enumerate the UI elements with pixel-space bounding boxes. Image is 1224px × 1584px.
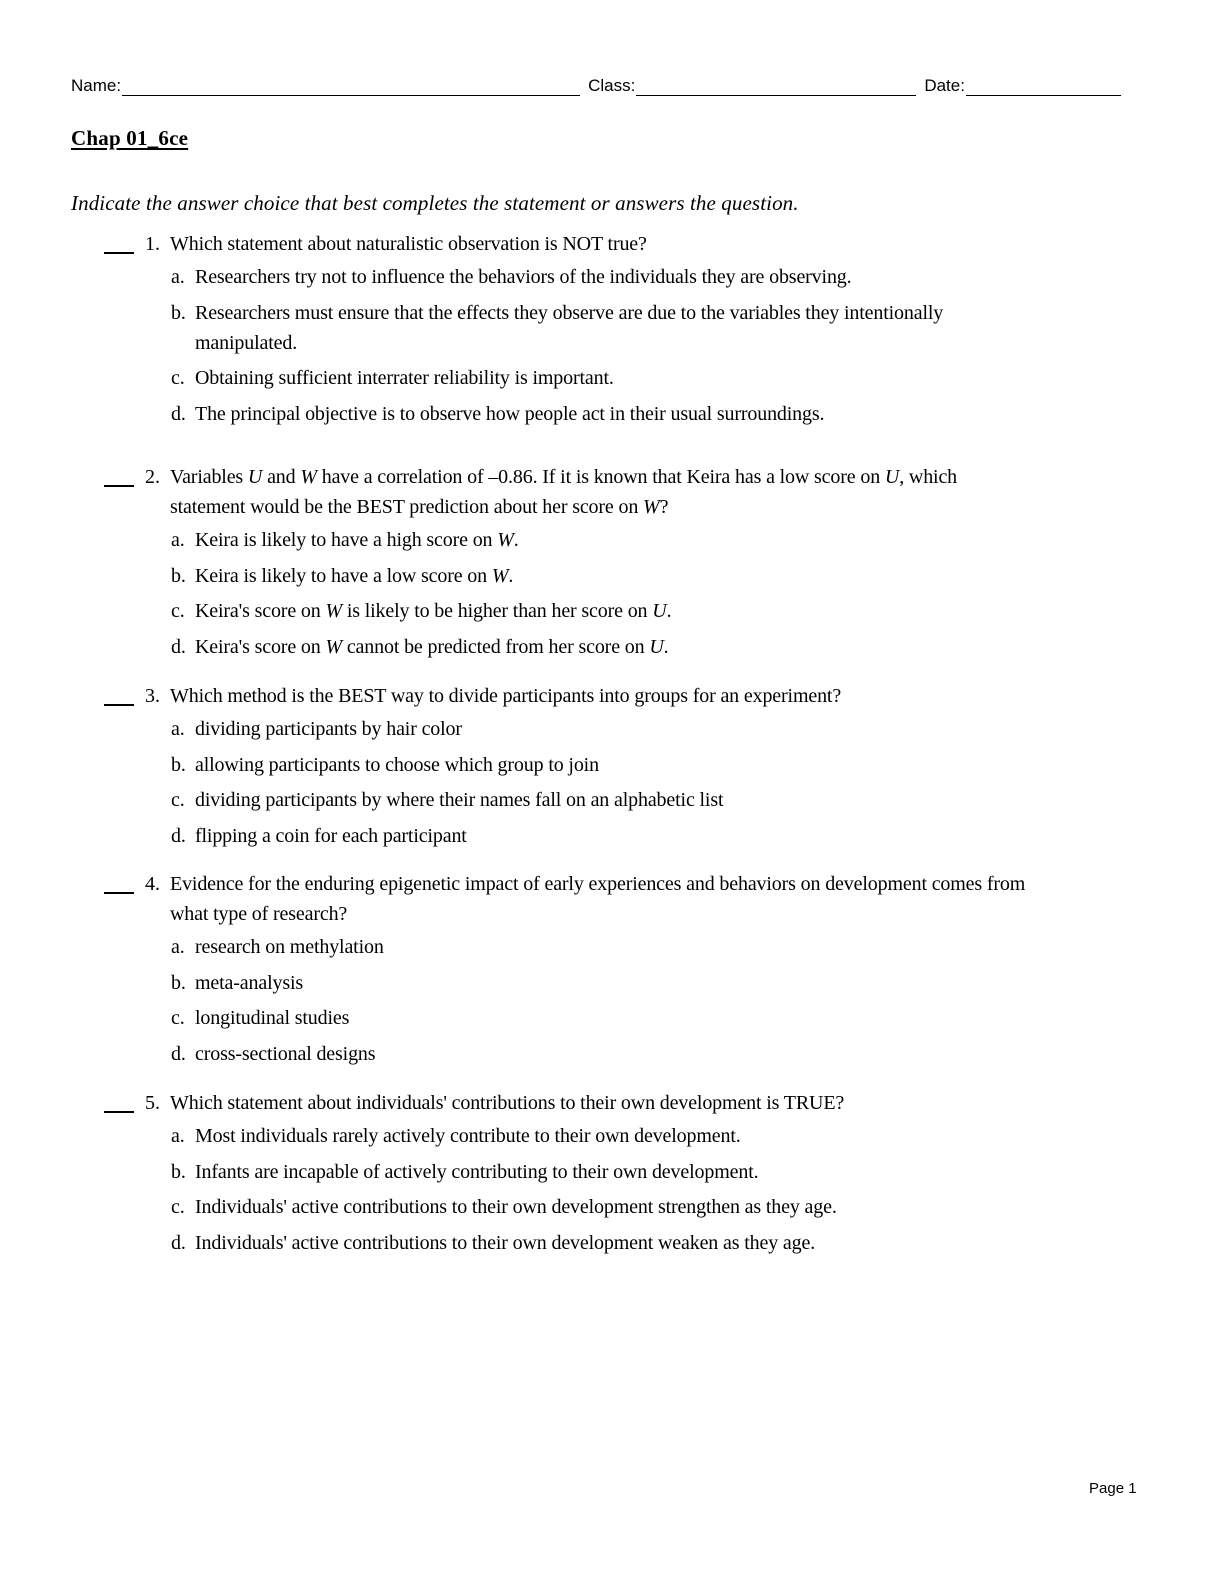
choice-text-line: allowing participants to choose which group to join	[195, 753, 599, 776]
date-field	[924, 75, 1121, 96]
choice-letter: d.	[171, 402, 186, 425]
name-label: Name:	[71, 76, 122, 95]
question-number: 4.	[145, 873, 160, 895]
class-field	[588, 75, 916, 96]
chapter-title: Chap 01_6ce	[71, 126, 189, 150]
choice-letter: c.	[171, 367, 185, 389]
question-text-line: what type of research?	[170, 903, 348, 925]
question-text-line: Variables U and W have a correlation of –0.86. If it is known that Keira has a low score on U, which	[170, 466, 958, 488]
choice-text-line: Keira is likely to have a low score on W.	[195, 564, 514, 587]
choice-text	[195, 785, 1095, 815]
question-text	[170, 1088, 1145, 1118]
choice-text-line: The principal objective is to observe how people act in their usual surroundings.	[195, 402, 825, 425]
choice-letter: a.	[171, 718, 185, 740]
choice-text-line: meta-analysis	[195, 971, 304, 994]
choice-letter: a.	[171, 529, 185, 551]
answer-blank[interactable]	[104, 704, 134, 706]
choice-text-line: Obtaining sufficient interrater reliability is important.	[195, 367, 614, 389]
choice-letter: d.	[171, 1042, 186, 1065]
choice-letter: c.	[171, 789, 185, 811]
choice-letter: b.	[171, 301, 186, 324]
question-number: 2.	[145, 466, 160, 488]
choice-text	[195, 714, 1095, 744]
page-number: Page 1	[1089, 1480, 1137, 1497]
answer-blank[interactable]	[104, 892, 134, 894]
question-text	[170, 869, 1145, 929]
choice-text-line: Keira's score on W cannot be predicted from her score on U.	[195, 635, 669, 658]
choice-letter: d.	[171, 1231, 186, 1254]
instructions: Indicate the answer choice that best completes the statement or answers the question.	[71, 191, 799, 215]
choice-letter: d.	[171, 635, 186, 658]
date-input-line[interactable]	[966, 75, 1121, 96]
question-number: 5.	[145, 1092, 160, 1114]
answer-blank[interactable]	[104, 252, 134, 254]
choice-letter: a.	[171, 936, 185, 958]
choice-text-line: dividing participants by where their names fall on an alphabetic list	[195, 789, 724, 811]
choice-text	[195, 821, 1095, 851]
choice-text-line: dividing participants by hair color	[195, 718, 462, 740]
class-input-line[interactable]	[636, 75, 916, 96]
choice-text	[195, 525, 1095, 555]
choice-text-line: research on methylation	[195, 936, 384, 958]
choice-text	[195, 262, 1095, 292]
choice-text	[195, 968, 1095, 998]
choice-letter: b.	[171, 564, 186, 587]
choice-text-line: manipulated.	[195, 331, 298, 354]
choice-text	[195, 298, 1095, 358]
choice-letter: c.	[171, 1196, 185, 1218]
choice-text-line: Keira is likely to have a high score on W.	[195, 529, 519, 551]
choice-text	[195, 1228, 1095, 1258]
choice-letter: b.	[171, 1160, 186, 1183]
choice-text-line: cross-sectional designs	[195, 1042, 376, 1065]
choice-text-line: Keira's score on W is likely to be higher than her score on U.	[195, 600, 672, 622]
choice-text	[195, 596, 1095, 626]
choice-text-line: Most individuals rarely actively contribute to their own development.	[195, 1125, 741, 1147]
question-text-line: statement would be the BEST prediction about her score on W?	[170, 496, 669, 518]
class-label: Class:	[588, 76, 636, 95]
choice-text-line: flipping a coin for each participant	[195, 824, 467, 847]
choice-letter: a.	[171, 1125, 185, 1147]
question-text	[170, 229, 1145, 259]
choice-letter: b.	[171, 971, 186, 994]
name-input-line[interactable]	[122, 75, 580, 96]
question-text-line: Which method is the BEST way to divide participants into groups for an experiment?	[170, 685, 842, 707]
choice-text	[195, 1003, 1095, 1033]
name-field	[71, 75, 580, 96]
choice-text	[195, 932, 1095, 962]
choice-text-line: Researchers try not to influence the behaviors of the individuals they are observing.	[195, 266, 852, 288]
choice-text	[195, 363, 1095, 393]
question-number: 1.	[145, 233, 160, 255]
question-text	[170, 681, 1145, 711]
question-text-line: Evidence for the enduring epigenetic impact of early experiences and behaviors on development comes from	[170, 873, 1026, 895]
choice-letter: c.	[171, 1007, 185, 1029]
choice-text-line: Infants are incapable of actively contributing to their own development.	[195, 1160, 759, 1183]
choice-letter: a.	[171, 266, 185, 288]
choice-text-line: Individuals' active contributions to their own development strengthen as they age.	[195, 1196, 837, 1218]
choice-text	[195, 750, 1095, 780]
student-info-header	[71, 72, 1141, 96]
choice-text	[195, 1192, 1095, 1222]
choice-letter: b.	[171, 753, 186, 776]
choice-text	[195, 1157, 1095, 1187]
choice-letter: d.	[171, 824, 186, 847]
answer-blank[interactable]	[104, 485, 134, 487]
date-label: Date:	[924, 76, 965, 95]
choice-text	[195, 1039, 1095, 1069]
question-text	[170, 462, 1145, 522]
choice-text-line: longitudinal studies	[195, 1007, 350, 1029]
answer-blank[interactable]	[104, 1111, 134, 1113]
choice-letter: c.	[171, 600, 185, 622]
question-number: 3.	[145, 685, 160, 707]
choice-text	[195, 399, 1095, 429]
question-text-line: Which statement about naturalistic observation is NOT true?	[170, 233, 647, 255]
choice-text	[195, 561, 1095, 591]
choice-text-line: Researchers must ensure that the effects they observe are due to the variables they intentionally	[195, 301, 944, 324]
choice-text	[195, 1121, 1095, 1151]
choice-text	[195, 632, 1095, 662]
question-text-line: Which statement about individuals' contributions to their own development is TRUE?	[170, 1092, 845, 1114]
choice-text-line: Individuals' active contributions to their own development weaken as they age.	[195, 1231, 816, 1254]
